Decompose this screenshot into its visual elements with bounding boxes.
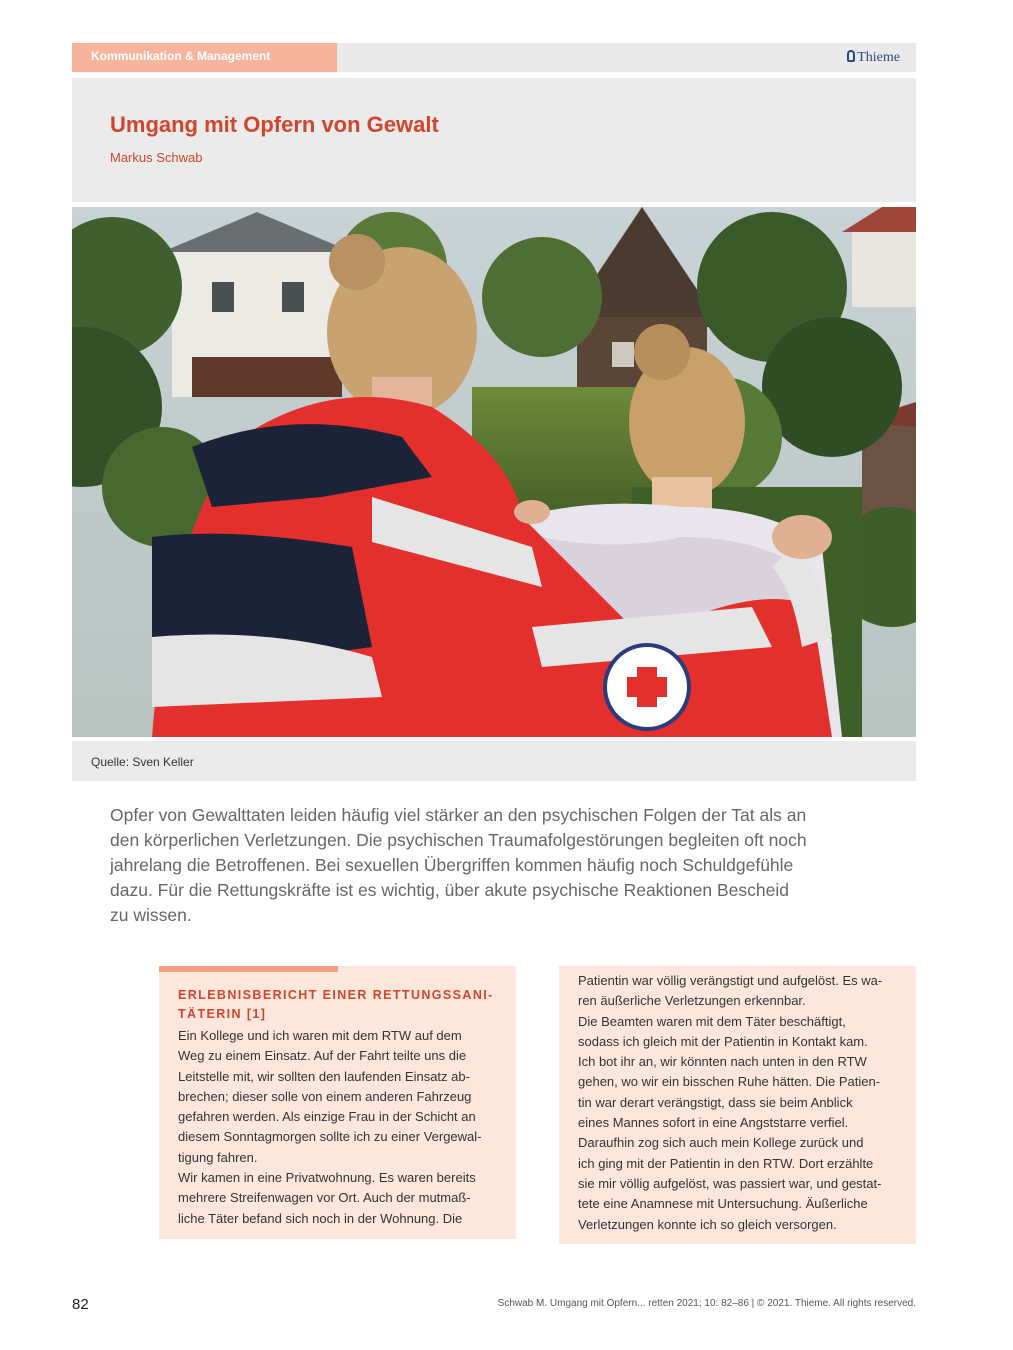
text-line: tin war derart verängstigt, dass sie beim Anblick bbox=[578, 1094, 853, 1110]
report-box-right bbox=[559, 966, 916, 1244]
text-line: Ein Kollege und ich waren mit dem RTW auf dem bbox=[178, 1028, 462, 1043]
text-line: Leitstelle mit, wir sollten den laufenden Einsatz ab- bbox=[178, 1068, 470, 1084]
top-bar bbox=[72, 43, 916, 72]
text-line: tete eine Anamnese mit Untersuchung. Äußerliche bbox=[578, 1196, 868, 1212]
text-line: tigung fahren. bbox=[178, 1149, 258, 1165]
lead-line: Opfer von Gewalttaten leiden häufig viel stärker an den psychischen Folgen der Tat als an bbox=[110, 805, 807, 825]
photo-caption-bar bbox=[72, 741, 916, 781]
article-title: Umgang mit Opfern von Gewalt bbox=[110, 112, 439, 137]
section-label: Kommunikation & Management bbox=[72, 43, 337, 72]
thieme-logo-icon bbox=[847, 50, 855, 62]
text-line: gehen, wo wir ein bisschen Ruhe hätten. Die Patien- bbox=[578, 1074, 881, 1090]
heading-line: TÄTERIN [1] bbox=[178, 1007, 267, 1021]
photo-caption: Quelle: Sven Keller bbox=[91, 755, 194, 769]
report-text-right bbox=[578, 971, 882, 1235]
text-line: eines Mannes sofort in eine Angststarre verfiel. bbox=[578, 1115, 849, 1131]
text-line: gefahren werden. Als einzige Frau in der Schicht an bbox=[178, 1109, 476, 1125]
text-line: sodass ich gleich mit der Patientin in Kontakt kam. bbox=[578, 1033, 868, 1049]
footer-citation: Schwab M. Umgang mit Opfern... retten 2021; 10: 82–86 | © 2021. Thieme. All rights reserved. bbox=[497, 1298, 916, 1309]
cover-photo bbox=[72, 207, 916, 737]
text-line: brechen; dieser solle von einem anderen Fahrzeug bbox=[178, 1088, 472, 1104]
text-line: Wir kamen in eine Privatwohnung. Es waren bereits bbox=[178, 1170, 476, 1186]
text-line: liche Täter befand sich noch in der Wohnung. Die bbox=[178, 1210, 463, 1226]
publisher-name: Thieme bbox=[857, 50, 900, 65]
lead-paragraph bbox=[110, 803, 850, 928]
text-line: ich ging mit der Patientin in den RTW. Dort erzählte bbox=[578, 1155, 874, 1171]
report-text-left bbox=[178, 1026, 482, 1229]
cover-photo-illustration bbox=[72, 207, 916, 737]
text-line: sie mir völlig aufgelöst, was passiert war, und gestat- bbox=[578, 1175, 882, 1191]
page-number: 82 bbox=[72, 1296, 89, 1313]
text-line: Patientin war völlig verängstigt und aufgelöst. Es wa- bbox=[578, 973, 883, 988]
lead-line: jahrelang die Betroffenen. Bei sexuellen Übergriffen kommen häufig noch Schuldgefühle bbox=[110, 855, 794, 875]
text-line: Daraufhin zog sich auch mein Kollege zurück und bbox=[578, 1135, 864, 1151]
lead-line: zu wissen. bbox=[110, 905, 192, 925]
report-box-left bbox=[159, 966, 516, 1239]
heading-line: ERLEBNISBERICHT EINER RETTUNGSSANI- bbox=[178, 988, 494, 1002]
text-line: Ich bot ihr an, wir könnten nach unten in den RTW bbox=[578, 1054, 867, 1070]
text-line: ren äußerliche Verletzungen erkennbar. bbox=[578, 993, 806, 1009]
lead-line: dazu. Für die Rettungskräfte ist es wichtig, über akute psychische Reaktionen Bescheid bbox=[110, 880, 789, 900]
text-line: Verletzungen konnte ich so gleich versorgen. bbox=[578, 1216, 837, 1232]
report-box-heading bbox=[178, 986, 494, 1024]
lead-line: den körperlichen Verletzungen. Die psychischen Traumafolgestörungen begleiten oft noch bbox=[110, 830, 807, 850]
text-line: Die Beamten waren mit dem Täter beschäftigt, bbox=[578, 1013, 846, 1029]
box-accent-bar bbox=[159, 966, 338, 972]
publisher-brand bbox=[847, 50, 900, 66]
text-line: Weg zu einem Einsatz. Auf der Fahrt teilte uns die bbox=[178, 1048, 467, 1064]
title-panel bbox=[72, 78, 916, 202]
text-line: mehrere Streifenwagen vor Ort. Auch der mutmaß- bbox=[178, 1190, 471, 1206]
text-line: diesem Sonntagmorgen sollte ich zu einer Vergewal- bbox=[178, 1129, 482, 1145]
article-author: Markus Schwab bbox=[110, 150, 203, 165]
